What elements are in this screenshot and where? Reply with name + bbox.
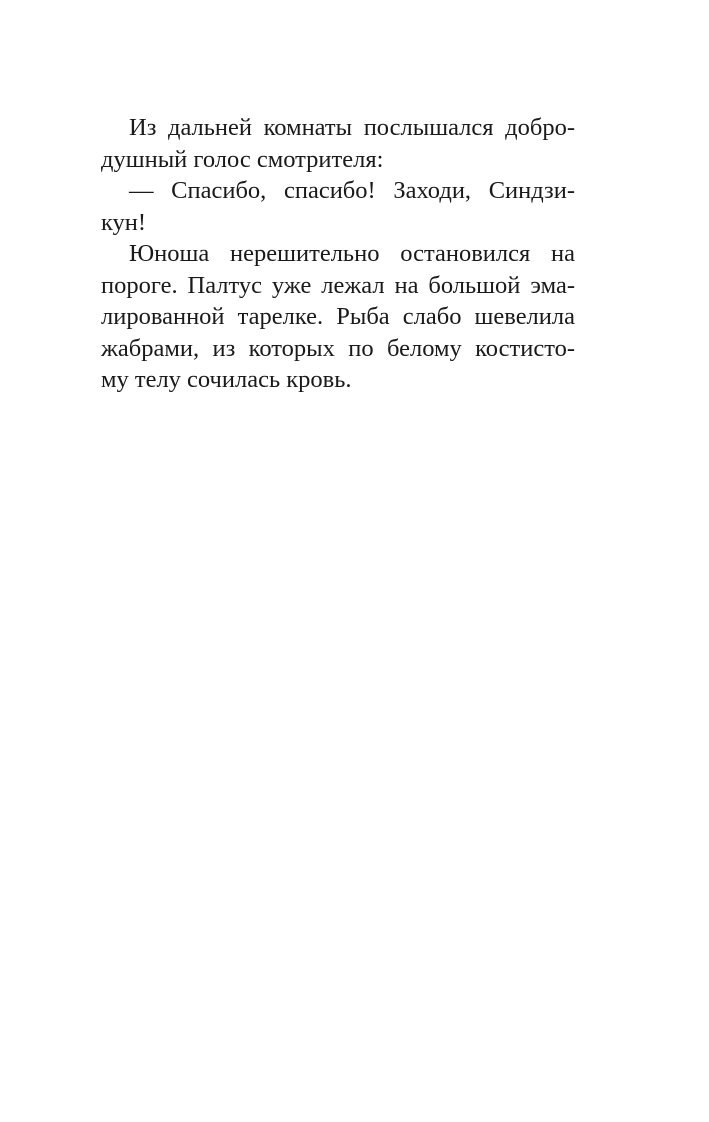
text-line: жабрами, из которых по белому костисто- [101, 334, 575, 362]
text-line: душный голос смотрителя: [101, 145, 384, 173]
text-line: лированной тарелке. Рыба слабо шевелила [101, 303, 575, 330]
body-text [101, 112, 575, 396]
text-line: пороге. Палтус уже лежал на большой эма- [101, 271, 575, 299]
text-line: кун! [101, 208, 147, 236]
text-line: Из дальней комнаты послышался добро- [129, 114, 575, 141]
text-line: му телу сочилась кровь. [101, 366, 352, 393]
text-line: — Спасибо, спасибо! Заходи, Синдзи- [129, 177, 575, 204]
text-line: Юноша нерешительно остановился на [129, 240, 575, 267]
